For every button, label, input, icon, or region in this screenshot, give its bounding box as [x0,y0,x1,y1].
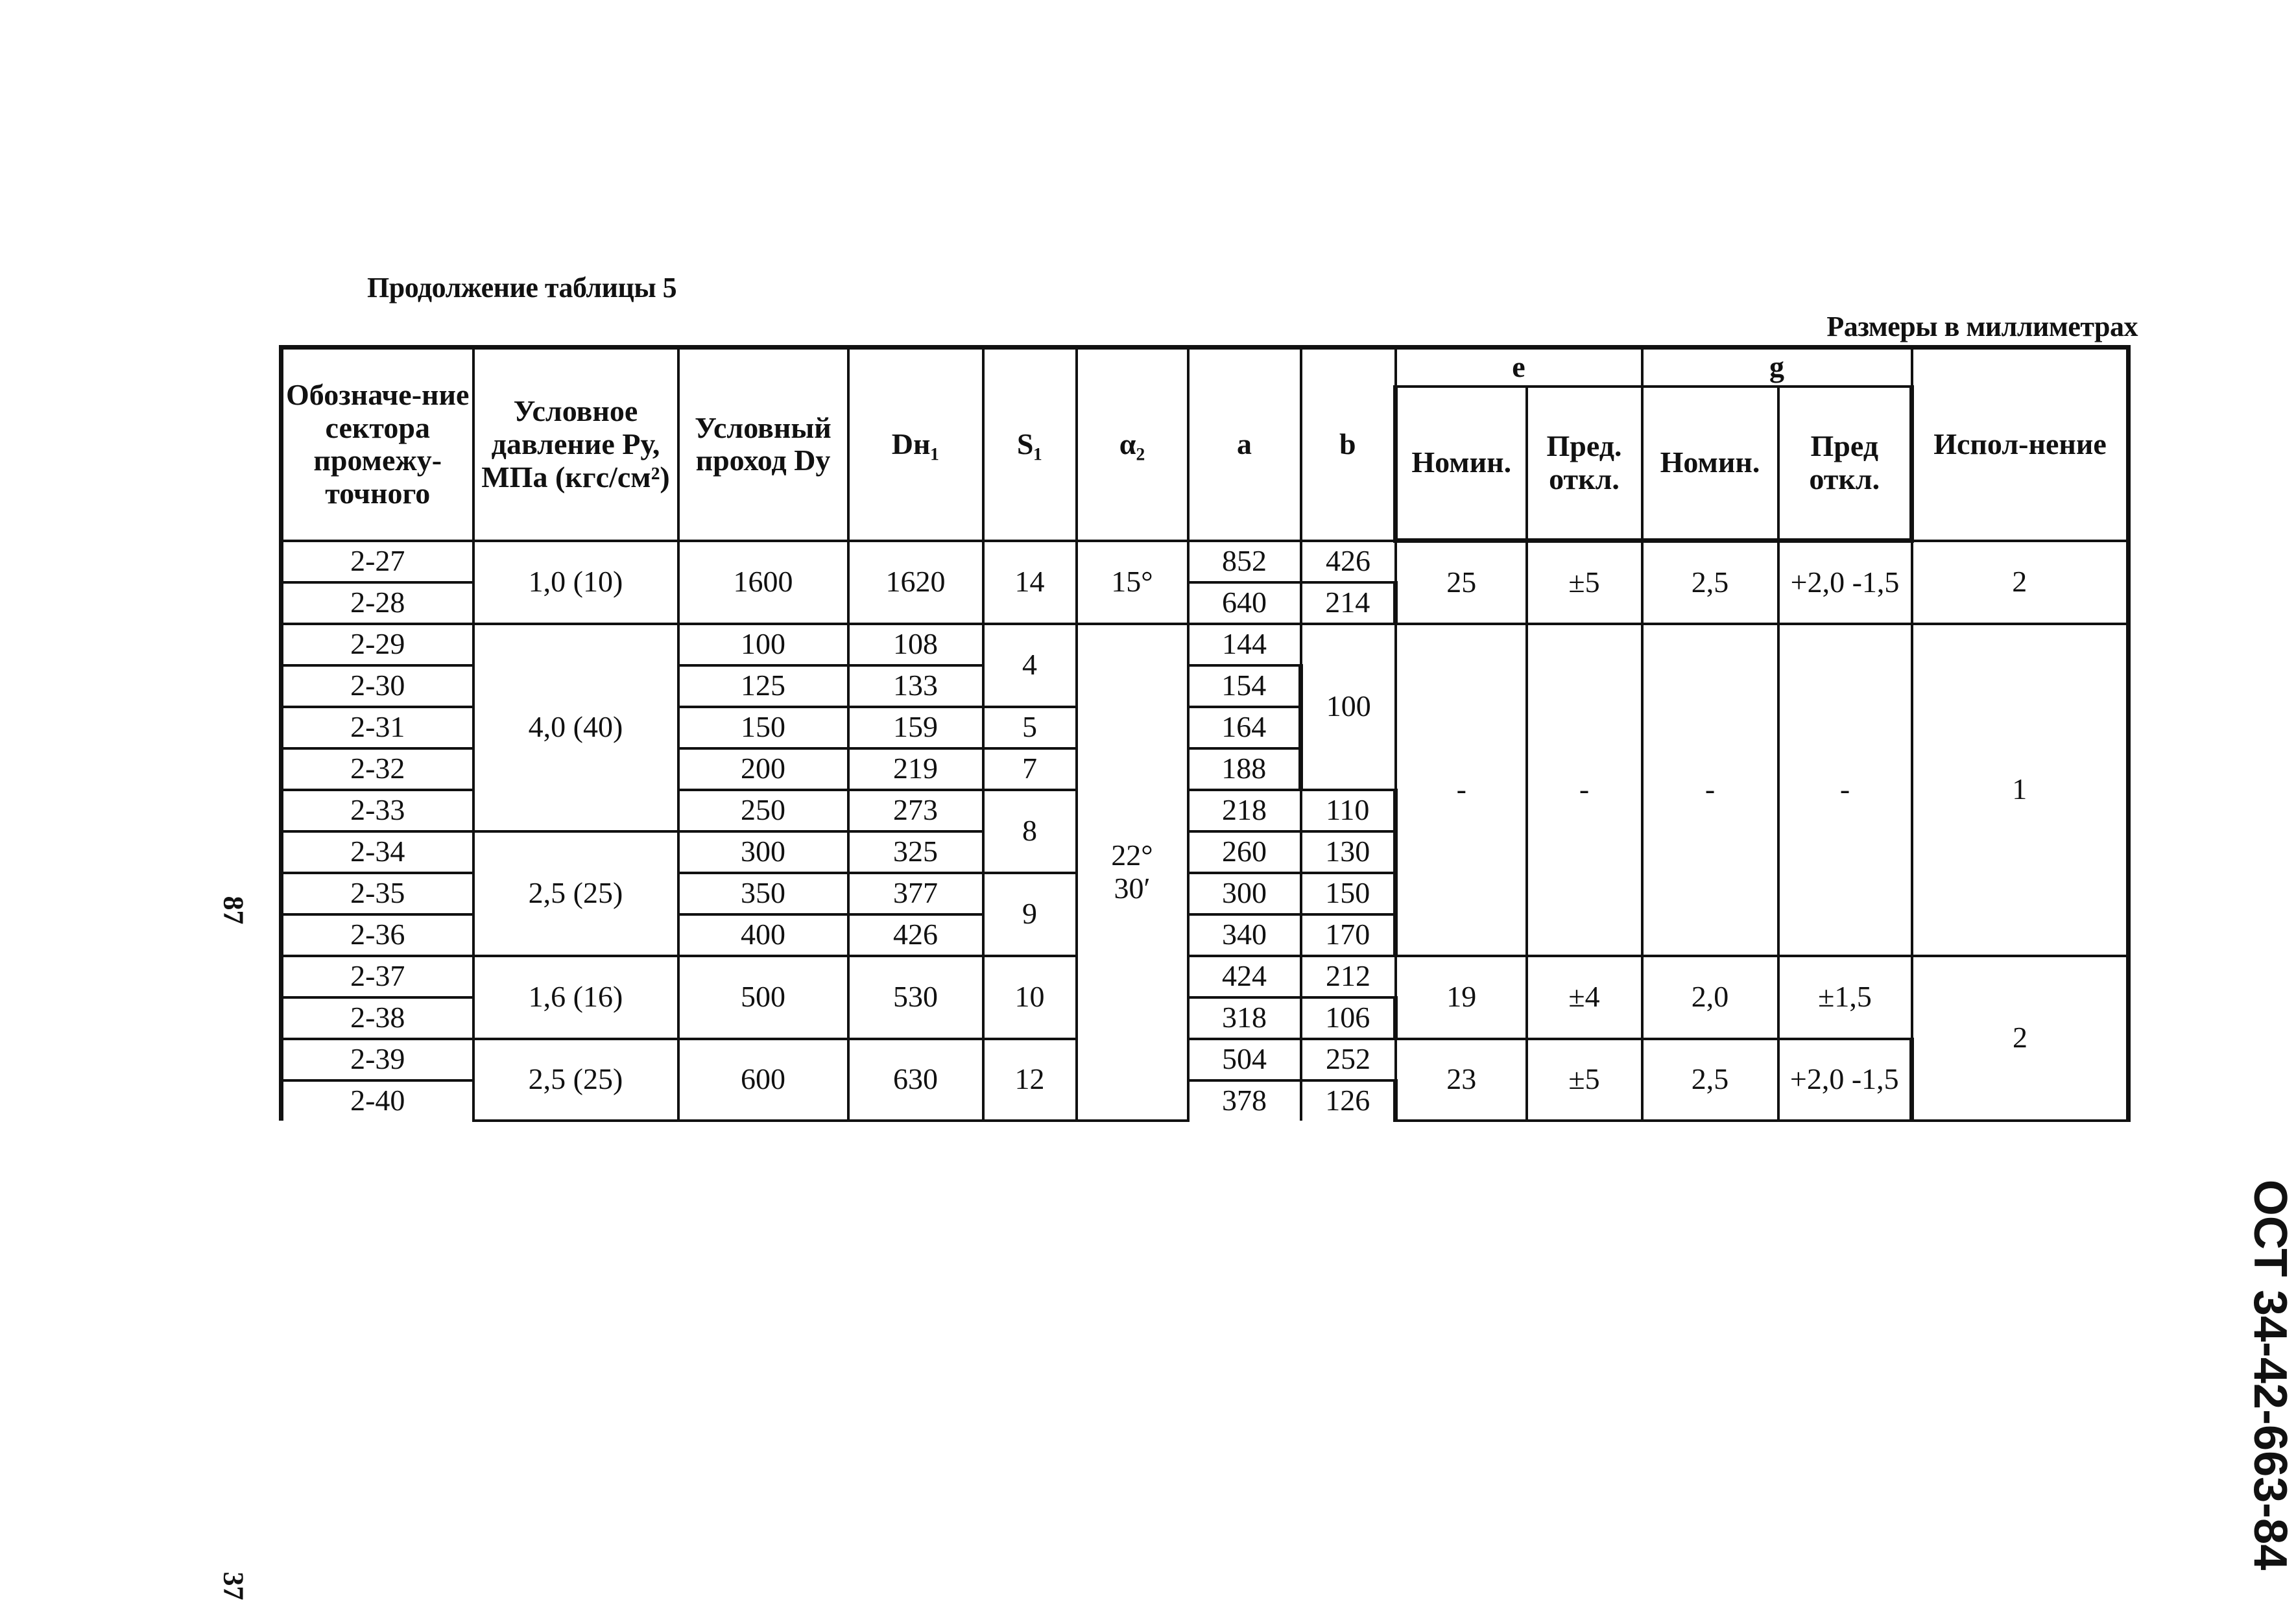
header-alpha2: α₂ [1077,348,1188,541]
table-row [281,624,2129,665]
cell-dn1: 377 [848,873,983,914]
cell-dn1: 133 [848,665,983,707]
table-caption: Продолжение таблицы 5 [367,272,677,304]
cell-b: 426 [1301,541,1396,582]
cell-s1: 10 [983,956,1077,1039]
cell-passage: 500 [678,956,848,1039]
cell-g-nominal: 2,5 [1642,1039,1778,1121]
cell-dn1: 159 [848,707,983,748]
cell-s1: 14 [983,541,1077,624]
cell-dn1: 219 [848,748,983,790]
cell-designation: 2-27 [281,541,473,582]
cell-b: 126 [1301,1080,1396,1121]
header-b: b [1301,348,1396,541]
cell-b: 212 [1301,956,1396,997]
header-pressure: Условное давление Ру, МПа (кгс/см²) [473,348,678,541]
cell-execution: 1 [1912,624,2129,956]
cell-a: 852 [1188,541,1301,582]
cell-a: 640 [1188,582,1301,624]
cell-e-nominal: 25 [1396,541,1527,624]
cell-g-deviation: +2,0 -1,5 [1778,541,1912,624]
cell-passage: 125 [678,665,848,707]
cell-a: 260 [1188,831,1301,873]
cell-designation: 2-38 [281,997,473,1039]
header-execution: Испол-нение [1912,348,2129,541]
cell-s1: 8 [983,790,1077,873]
header-passage: Условный проход Dy [678,348,848,541]
cell-alpha2: 15° [1077,541,1188,624]
cell-passage: 350 [678,873,848,914]
cell-designation: 2-40 [281,1080,473,1121]
cell-a: 154 [1188,665,1301,707]
page-mark-upper: 87 [217,896,250,925]
cell-g-deviation: - [1778,624,1912,956]
table-row [281,541,2129,582]
table-body [281,541,2129,1121]
cell-e-nominal: 19 [1396,956,1527,1039]
cell-pressure: 2,5 (25) [473,1039,678,1121]
cell-dn1: 530 [848,956,983,1039]
cell-passage: 1600 [678,541,848,624]
cell-passage: 150 [678,707,848,748]
table-row [281,1039,2129,1080]
cell-g-nominal: - [1642,624,1778,956]
cell-pressure: 1,6 (16) [473,956,678,1039]
cell-passage: 600 [678,1039,848,1121]
cell-s1: 9 [983,873,1077,956]
cell-a: 378 [1188,1080,1301,1121]
cell-dn1: 1620 [848,541,983,624]
cell-passage: 250 [678,790,848,831]
document-code: ОСТ 34-42-663-84 [2244,1179,2296,1571]
cell-a: 340 [1188,914,1301,956]
cell-designation: 2-36 [281,914,473,956]
header-e-nominal: Номин. [1396,387,1527,541]
table-container [279,345,2126,1117]
cell-pressure: 2,5 (25) [473,831,678,956]
cell-a: 188 [1188,748,1301,790]
cell-b: 150 [1301,873,1396,914]
cell-g-nominal: 2,0 [1642,956,1778,1039]
cell-b: 214 [1301,582,1396,624]
cell-dn1: 426 [848,914,983,956]
cell-a: 424 [1188,956,1301,997]
cell-s1: 5 [983,707,1077,748]
cell-alpha2: 22° 30′ [1077,624,1188,1121]
cell-designation: 2-33 [281,790,473,831]
cell-a: 504 [1188,1039,1301,1080]
cell-designation: 2-31 [281,707,473,748]
page-mark-lower: 37 [217,1571,250,1601]
cell-execution: 2 [1912,541,2129,624]
cell-designation: 2-35 [281,873,473,914]
cell-passage: 100 [678,624,848,665]
dimensions-table [279,345,2131,1122]
cell-b: 110 [1301,790,1396,831]
cell-a: 218 [1188,790,1301,831]
cell-e-nominal: 23 [1396,1039,1527,1121]
cell-designation: 2-30 [281,665,473,707]
header-designation: Обозначе-ние сектора промежу-точного [281,348,473,541]
cell-b: 106 [1301,997,1396,1039]
header-a: a [1188,348,1301,541]
header-e: e [1396,348,1642,387]
cell-e-nominal: - [1396,624,1527,956]
cell-pressure: 4,0 (40) [473,624,678,831]
cell-g-deviation: +2,0 -1,5 [1778,1039,1912,1121]
cell-dn1: 325 [848,831,983,873]
cell-a: 144 [1188,624,1301,665]
cell-designation: 2-39 [281,1039,473,1080]
cell-execution: 2 [1912,956,2129,1121]
cell-e-deviation: ±5 [1527,541,1642,624]
header-e-deviation: Пред. откл. [1527,387,1642,541]
cell-designation: 2-28 [281,582,473,624]
cell-dn1: 108 [848,624,983,665]
cell-g-nominal: 2,5 [1642,541,1778,624]
cell-g-deviation: ±1,5 [1778,956,1912,1039]
cell-designation: 2-37 [281,956,473,997]
header-dn1: Dн₁ [848,348,983,541]
units-note: Размеры в миллиметрах [1826,311,2138,342]
cell-e-deviation: ±4 [1527,956,1642,1039]
cell-a: 318 [1188,997,1301,1039]
cell-passage: 400 [678,914,848,956]
cell-e-deviation: ±5 [1527,1039,1642,1121]
header-g-deviation: Пред откл. [1778,387,1912,541]
cell-designation: 2-29 [281,624,473,665]
cell-designation: 2-32 [281,748,473,790]
cell-a: 164 [1188,707,1301,748]
cell-b: 130 [1301,831,1396,873]
cell-s1: 12 [983,1039,1077,1121]
cell-passage: 300 [678,831,848,873]
table-row [281,956,2129,997]
cell-dn1: 630 [848,1039,983,1121]
header-s1: S₁ [983,348,1077,541]
cell-b: 170 [1301,914,1396,956]
cell-b: 100 [1301,624,1396,790]
cell-s1: 7 [983,748,1077,790]
cell-a: 300 [1188,873,1301,914]
cell-dn1: 273 [848,790,983,831]
cell-passage: 200 [678,748,848,790]
cell-e-deviation: - [1527,624,1642,956]
table-header [281,348,2129,541]
cell-designation: 2-34 [281,831,473,873]
cell-s1: 4 [983,624,1077,707]
cell-pressure: 1,0 (10) [473,541,678,624]
header-g-nominal: Номин. [1642,387,1778,541]
cell-b: 252 [1301,1039,1396,1080]
header-g: g [1642,348,1912,387]
